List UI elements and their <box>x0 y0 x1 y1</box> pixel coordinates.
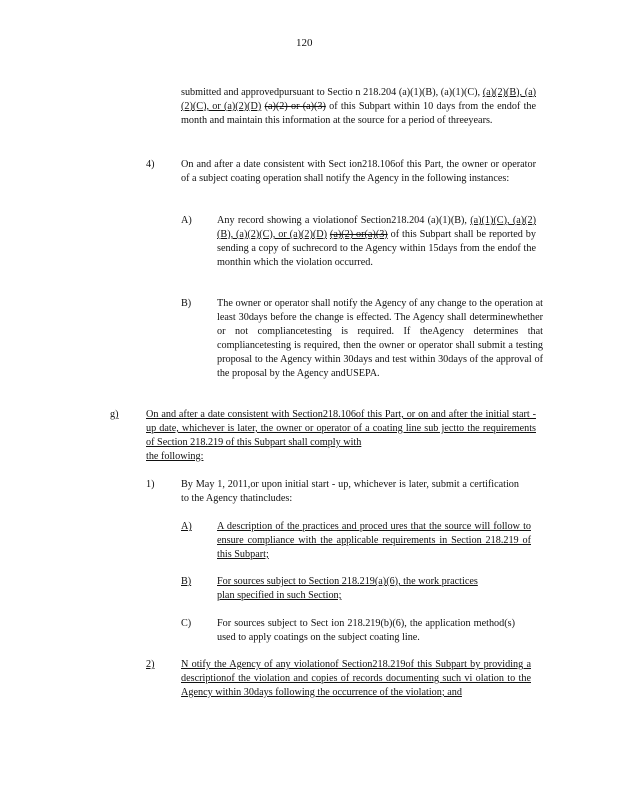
deleted-text: (a)(2) or (a)(3) <box>264 100 326 112</box>
item-label: C) <box>181 618 192 629</box>
inserted-text: For sources subject to Section 218.219(a)(6), the work practices <box>217 576 478 587</box>
continuation-paragraph <box>181 86 536 128</box>
paragraph-text: submitted and approvedpursuant to Sectio n 218.204 (a)(1)(B), (a)(1)(C), <box>181 87 481 98</box>
paragraph-text: Any record showing a violationof Section218.204 (a)(1)(B), <box>217 215 467 226</box>
inserted-text: On and after a date consistent with Section218.106of this Part, or on and after the initial start -up date, whichever is later, the owner or operator of a coating line sub jectto the requirements of Section 218.219 of this Subpart shall comply with <box>146 409 536 448</box>
item-label: g) <box>110 409 119 420</box>
item-label: 1) <box>146 479 155 490</box>
paragraph-text: of this Subpart within 10 days from the endof the month and maintain this information at the source for a period of threeyears. <box>181 100 537 126</box>
inserted-text: (a)(2)(B), (a)(2)(C), or (a)(2)(D) <box>181 87 536 112</box>
item-g1b-text <box>217 575 531 603</box>
item-label: B) <box>181 298 192 309</box>
paragraph-text: of this Subpart shall be reported by sending a copy of suchrecord to the Agency within 15days from the endof the monthin which the violation occurred. <box>217 228 536 268</box>
item-4-text: On and after a date consistent with Sect ion218.106of this Part, the owner or operator of a subject coating operation shall notify the Agency in the following instances: <box>181 159 536 184</box>
item-label: B) <box>181 576 192 587</box>
item-g1a-text: A description of the practices and proced ures that the source will follow to ensure compliance with the applicable requirements in Section 218.219 of this Subpart; <box>217 521 531 560</box>
item-g1c-text: For sources subject to Sect ion 218.219(b)(6), the application method(s) used to apply coatings on the subject coating line. <box>217 618 515 643</box>
item-label: A) <box>181 521 192 532</box>
inserted-text: plan specified in such Section; <box>217 589 342 601</box>
item-g-text <box>146 408 536 464</box>
page-number: 120 <box>296 37 313 49</box>
deleted-text: (a)(2) or(a)(3) <box>329 228 388 240</box>
item-4a-text <box>217 214 536 270</box>
inserted-text: (a)(1)(C), (a)(2)(B), (a)(2)(C), or (a)(2)(D) <box>217 215 537 240</box>
inserted-text: the following: <box>146 450 204 462</box>
item-label: A) <box>181 215 192 226</box>
item-4b-text: The owner or operator shall notify the Agency of any change to the operation at least 30days before the change is effected. The Agency shall determinewhether or not compliancetesting is required. If theAgency determines that compliancetesting is required, then the owner or operator shall submit a testing proposal to the Agency within 30days and test within 30days of the approval of the proposal by the Agency andUSEPA. <box>217 298 543 379</box>
item-label: 4) <box>146 159 155 170</box>
item-label: 2) <box>146 659 155 670</box>
item-g2-text: N otify the Agency of any violationof Section218.219of this Subpart by providing a descriptionof the violation and copies of records documenting such vi olation to the Agency within 30days following the occurrence of the violation; and <box>181 659 531 698</box>
item-g1-text: By May 1, 2011,or upon initial start - up, whichever is later, submit a certification to the Agency thatincludes: <box>181 479 519 504</box>
